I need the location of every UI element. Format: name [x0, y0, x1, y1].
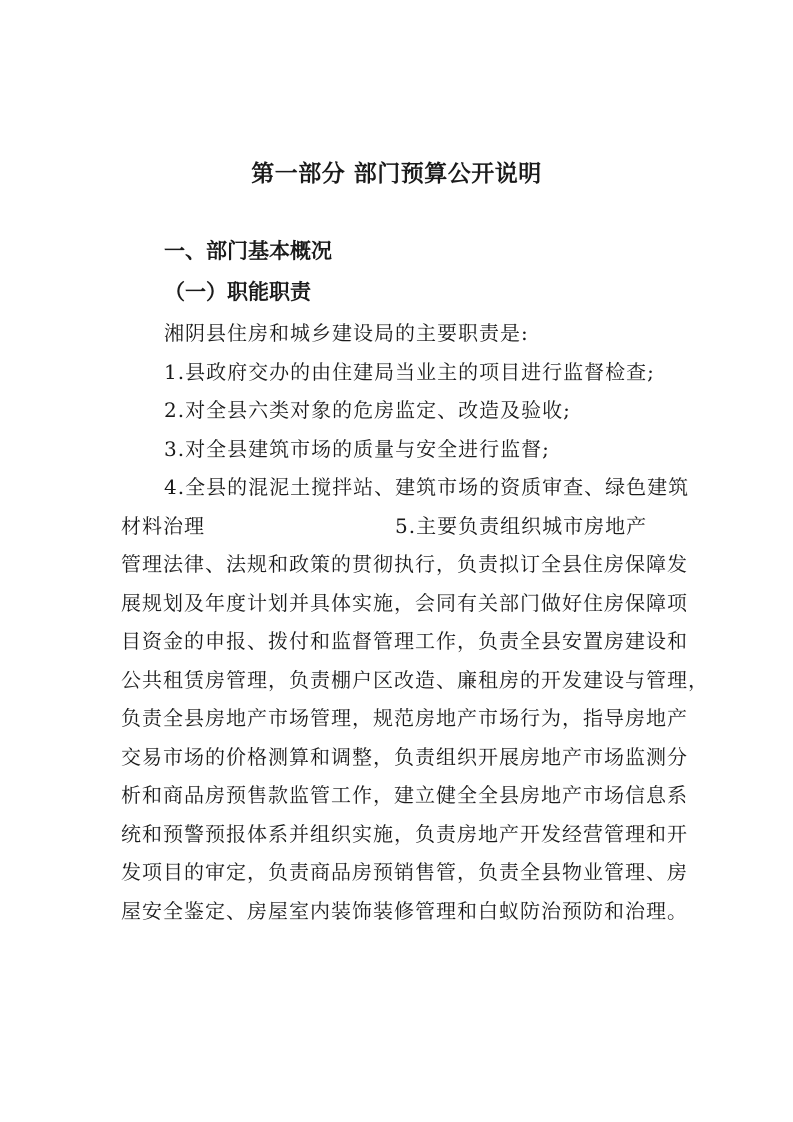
page-title: 第一部分 部门预算公开说明	[251, 161, 542, 187]
body-line: 析和商品房预售款监管工作，建立健全全县房地产市场信息系	[121, 783, 688, 807]
body-line: 管理法律、法规和政策的贯彻执行，负责拟订全县住房保障发	[121, 552, 688, 576]
list-item: 1.县政府交办的由住建局当业主的项目进行监督检查;	[164, 360, 655, 384]
body-line-left: 材料治理	[121, 514, 205, 538]
body-line: 交易市场的价格测算和调整，负责组织开展房地产市场监测分	[121, 745, 688, 769]
body-line-right: 5.主要负责组织城市房地产	[395, 514, 648, 538]
list-item: 4.全县的混泥土搅拌站、建筑市场的资质审查、绿色建筑	[164, 475, 690, 499]
body-line: 展规划及年度计划并具体实施，会同有关部门做好住房保障项	[121, 591, 688, 615]
section-heading: 一、部门基本概况	[164, 239, 332, 263]
intro-text: 湘阴县住房和城乡建设局的主要职责是:	[164, 321, 529, 345]
body-line: 屋安全鉴定、房屋室内装饰装修管理和白蚁防治预防和治理。	[121, 899, 688, 923]
body-line: 公共租赁房管理，负责棚户区改造、廉租房的开发建设与管理，	[121, 668, 709, 692]
subsection-heading: （一）职能职责	[164, 280, 311, 304]
body-line: 目资金的申报、拨付和监督管理工作，负责全县安置房建设和	[121, 629, 688, 653]
body-line	[121, 510, 647, 539]
body-line: 统和预警预报体系并组织实施，负责房地产开发经营管理和开	[121, 822, 688, 846]
list-item: 2.对全县六类对象的危房监定、改造及验收;	[164, 398, 571, 422]
body-line: 负责全县房地产市场管理，规范房地产市场行为，指导房地产	[121, 706, 688, 730]
list-item: 3.对全县建筑市场的质量与安全进行监督;	[164, 437, 550, 461]
body-line: 发项目的审定，负责商品房预销售管，负责全县物业管理、房	[121, 860, 688, 884]
